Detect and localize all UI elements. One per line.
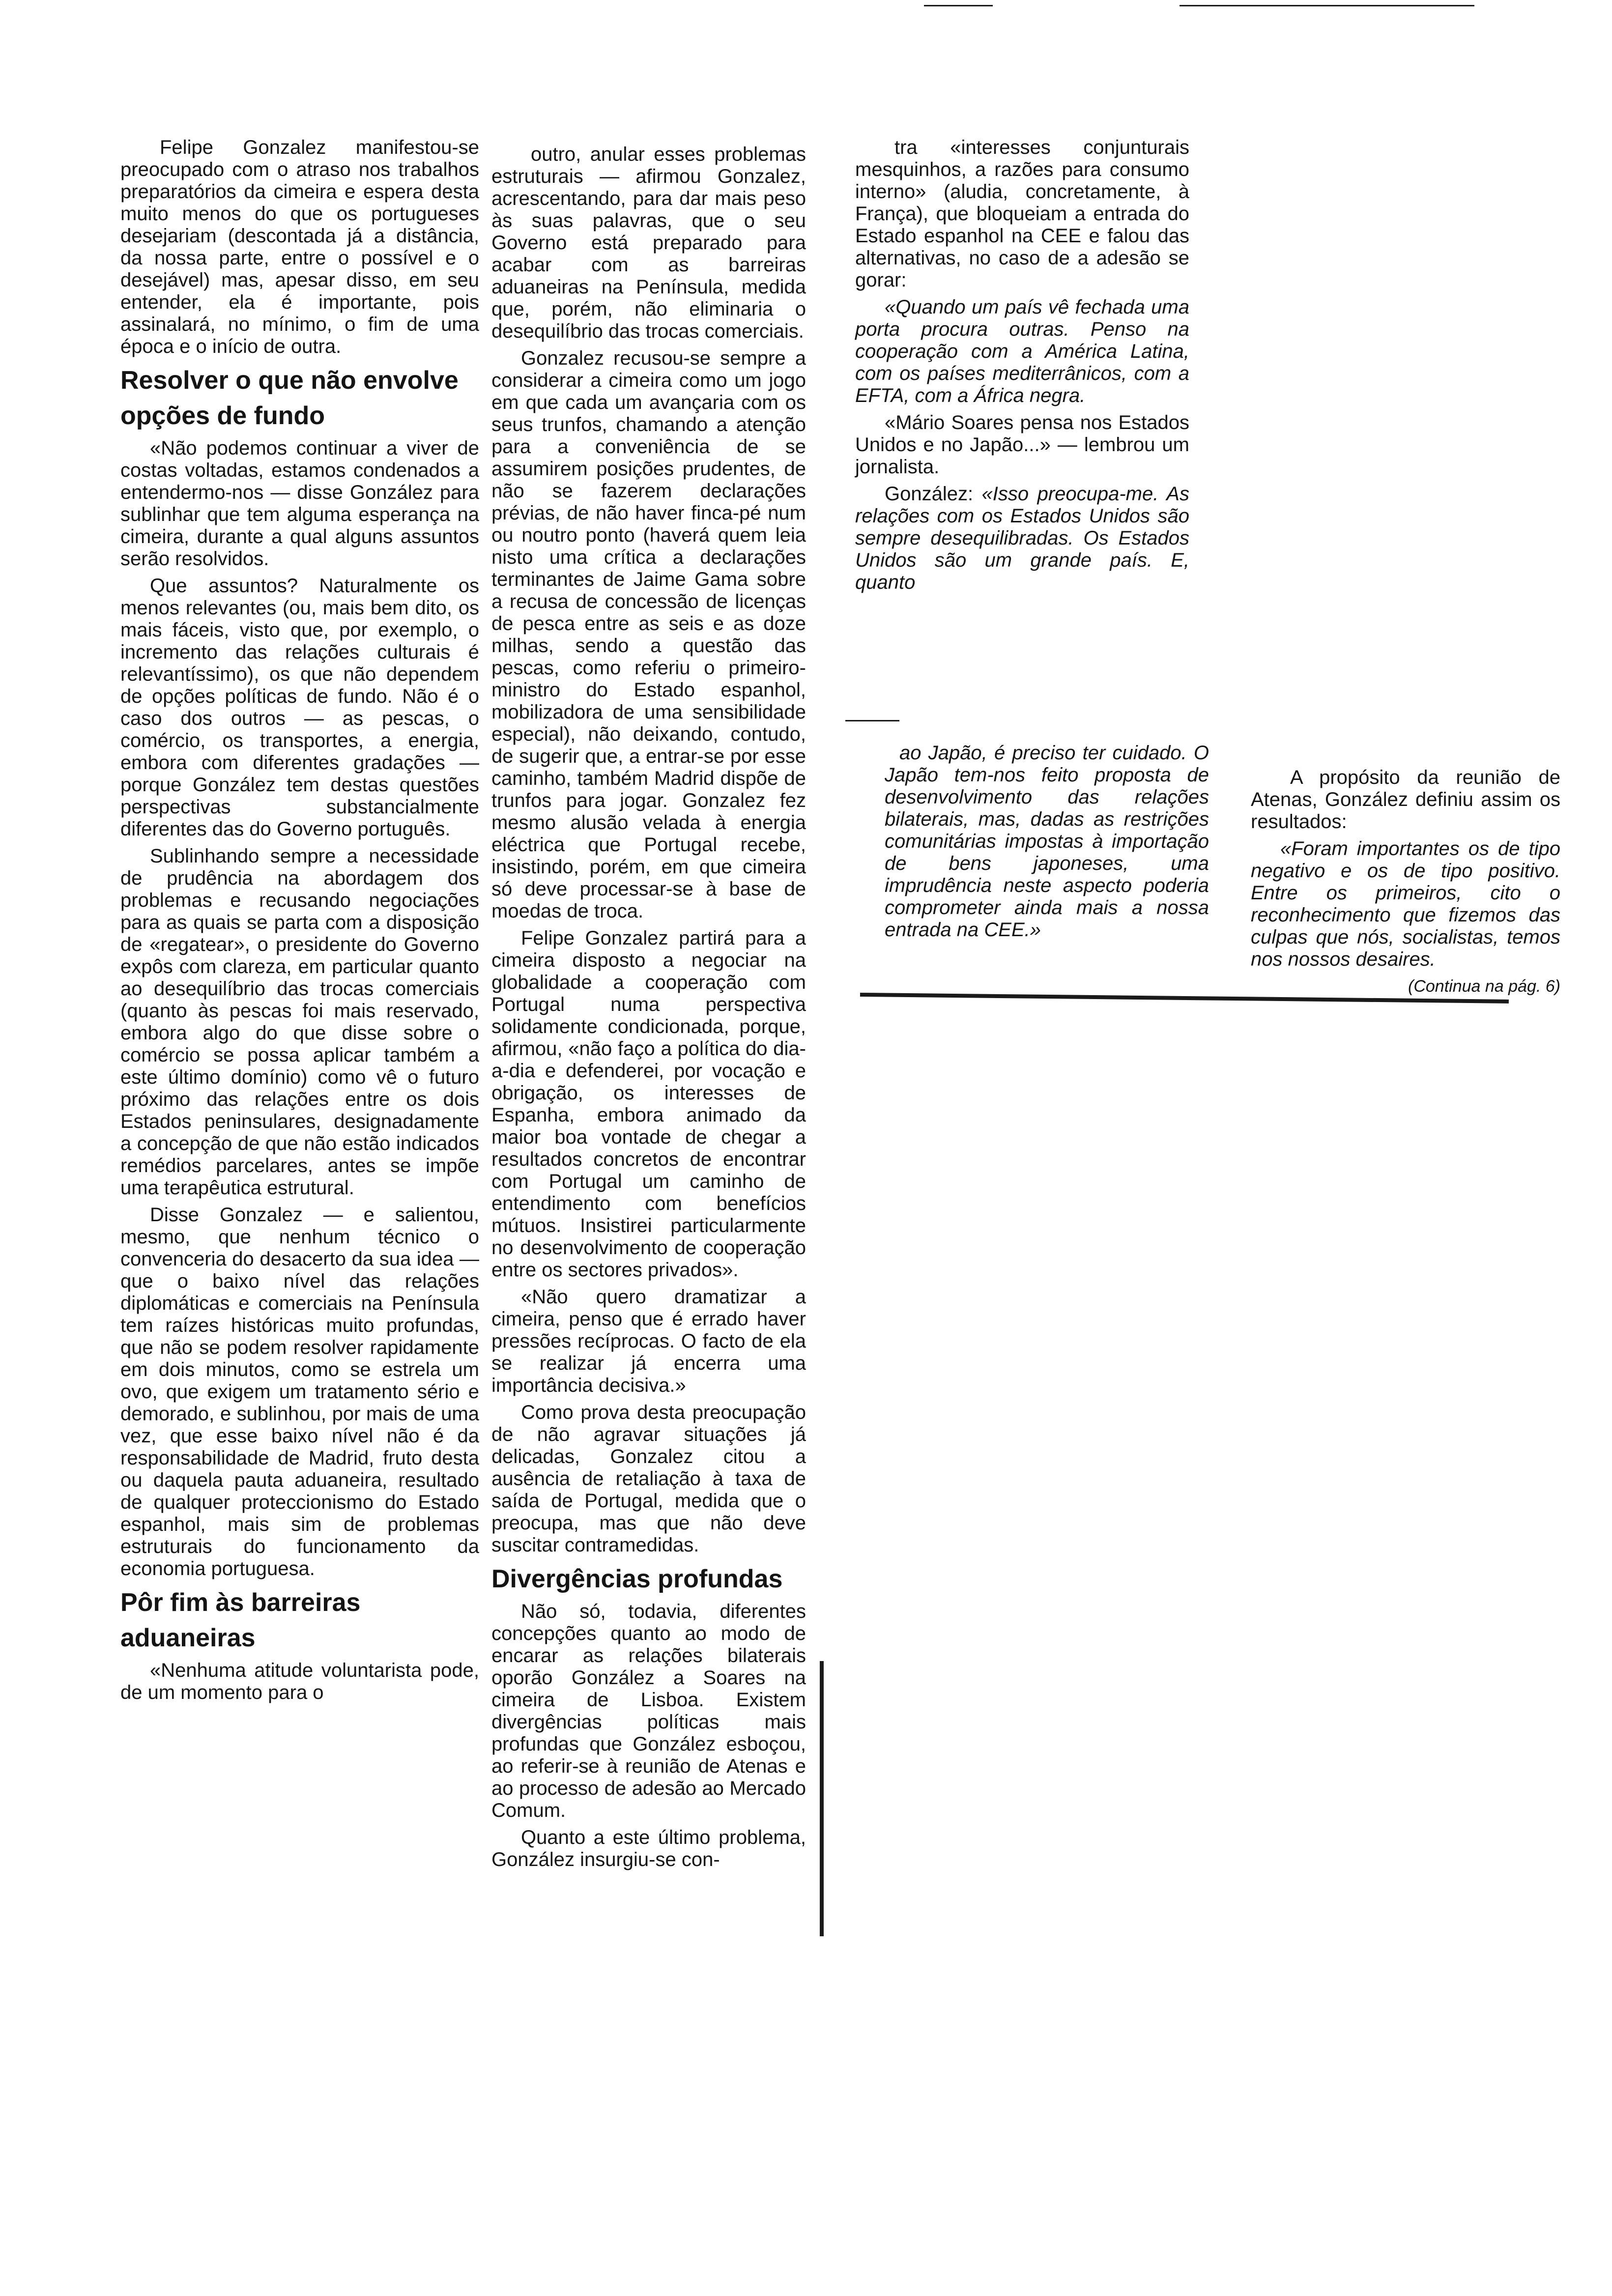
- subheading: Divergências profundas: [491, 1565, 783, 1593]
- section-rule: [845, 720, 899, 721]
- subheading: Resolver o que não envolve opções de fundo: [120, 366, 459, 430]
- paragraph: «Mário Soares pensa nos Estados Unidos e no Japão...» — lembrou um jornalista.: [855, 412, 1189, 478]
- paragraph: Gonzalez recusou-se sempre a considerar a cimeira como um jogo em que cada um avançaria com os seus trunfos, chamando a atenção para a conveniência de se assumirem posições prudentes, de não se fazerem declarações prévias, de não haver finca-pé num ou noutro ponto (haverá quem leia nisto uma crítica a declarações terminantes de Jaime Gama sobre a recusa de concessão de licenças de pesca entre as seis e as doze milhas, sendo a questão das pescas, como referiu o primeiro-ministro do Estado espanhol, mobilizadora de uma sensibilidade especial), não deixando, contudo, de sugerir que, a entrar-se por esse caminho, também Madrid dispõe de trunfos para jogar. Gonzalez fez mesmo alusão velada à energia eléctrica que Portugal recebe, insistindo, porém, em que cimeira só deve processar-se à base de moedas de troca.: [491, 347, 806, 922]
- paragraph: «Não podemos continuar a viver de costas voltadas, estamos condenados a entendermo-nos — disse González para sublinhar que tem alguma esperança na cimeira, durante a qual alguns assuntos serão resolvidos.: [120, 437, 479, 570]
- paragraph: Como prova desta preocupação de não agravar situações já delicadas, Gonzalez citou a ausência de retaliação à taxa de saída de Portugal, medida que o preocupa, mas que não deve suscitar contramedidas.: [491, 1402, 806, 1556]
- paragraph: «Não quero dramatizar a cimeira, penso que é errado haver pressões recíprocas. O facto de ela se realizar já encerra uma importância decisiva.»: [491, 1286, 806, 1396]
- continued-note: (Continua na pág. 6): [1408, 977, 1560, 996]
- paragraph: Que assuntos? Naturalmente os menos relevantes (ou, mais bem dito, os mais fáceis, visto que, por exemplo, o incremento das relações culturais é relevantíssimo), os que não dependem de opções políticas de fundo. Não é o caso dos outros — as pescas, o comércio, os transportes, a energia, embora com diferentes gradações — porque González tem destas questões perspectivas substancialmente diferentes das do Governo português.: [120, 575, 479, 840]
- header-rule-left: [924, 5, 993, 6]
- column-3-continued: [885, 742, 1209, 946]
- paragraph: A propósito da reunião de Atenas, González definiu assim os resultados:: [1251, 767, 1560, 832]
- quote-paragraph: «Quando um país vê fechada uma porta procura outras. Penso na cooperação com a América Latina, com os países mediterrânicos, com a EFTA, com a África negra.: [855, 296, 1189, 406]
- paragraph: Sublinhando sempre a necessidade de prudência na abordagem dos problemas e recusando negociações para as quais se parta com a disposição de «regatear», o presidente do Governo expôs com clareza, em particular quanto ao desequilíbrio das trocas comerciais (quanto às pescas foi mais reservado, embora algo do que disse sobre o comércio se possa aplicar também a este último domínio) como vê o futuro próximo das relações entre os dois Estados peninsulares, designadamente a concepção de que não estão indicados remédios parcelares, antes se impõe uma terapêutica estrutural.: [120, 845, 479, 1199]
- paragraph: Quanto a este último problema, González insurgiu-se con-: [491, 1827, 806, 1870]
- header-rule-right: [1180, 5, 1474, 6]
- quote-paragraph: «Foram importantes os de tipo negativo e os de tipo positivo. Entre os primeiros, cito o reconhecimento que fizemos das culpas que nós, socialistas, temos nos nossos desaires.: [1251, 838, 1560, 970]
- paragraph: Felipe Gonzalez manifestou-se preocupado com o atraso nos trabalhos preparatórios da cimeira e espera desta muito menos do que os portugueses desejariam (descontada já a distância, da nossa parte, entre o possível e o desejável) mas, apesar disso, em seu entender, ela é importante, pois assinalará, no mínimo, o fim de uma época e o início de outra.: [120, 137, 479, 357]
- column-4: [1251, 767, 1560, 998]
- column-3: [855, 137, 1189, 599]
- paragraph: Disse Gonzalez — e salientou, mesmo, que nenhum técnico o convenceria do desacerto da sua idea — que o baixo nível das relações diplomáticas e comerciais na Península tem raízes históricas muito profundas, que não se podem resolver rapidamente em dois minutos, como se estrela um ovo, que exigem um tratamento sério e demorado, e sublinhou, por mais de uma vez, que esse baixo nível não é da responsabilidade de Madrid, fruto desta ou daquela pauta aduaneira, resultado de qualquer proteccionismo do Estado espanhol, mais sim de problemas estruturais do funcionamento da economia portuguesa.: [120, 1204, 479, 1579]
- paragraph: tra «interesses conjunturais mesquinhos, a razões para consumo interno» (aludia, concretamente, à França), que bloqueiam a entrada do Estado espanhol na CEE e falou das alternativas, no caso de a adesão se gorar:: [855, 137, 1189, 291]
- column-1: [120, 137, 479, 1709]
- speaker-label: González:: [885, 483, 982, 505]
- column-2: [491, 144, 806, 1876]
- paragraph: Não só, todavia, diferentes concepções quanto ao modo de encarar as relações bilaterais oporão González a Soares na cimeira de Lisboa. Existem divergências políticas mais profundas que González esboçou, ao referir-se à reunião de Atenas e ao processo de adesão ao Mercado Comum.: [491, 1601, 806, 1821]
- subheading: Pôr fim às barreiras aduaneiras: [120, 1588, 361, 1652]
- paragraph: «Nenhuma atitude voluntarista pode, de um momento para o: [120, 1660, 479, 1703]
- quote-text: «Isso preocupa-me. As relações com os Estados Unidos são sempre desequilibradas. Os Estados Unidos são um grande país. E, quanto: [855, 483, 1189, 593]
- column-divider: [820, 1661, 824, 1936]
- paragraph: Felipe Gonzalez partirá para a cimeira disposto a negociar na globalidade a cooperação com Portugal numa perspectiva solidamente condicionada, porque, afirmou, «não faço a política do dia-a-dia e defenderei, por vocação e obrigação, os interesses de Espanha, embora animado da maior boa vontade de chegar a resultados concretos de encontrar com Portugal um caminho de entendimento com benefícios mútuos. Insistirei particularmente no desenvolvimento de cooperação entre os sectores privados».: [491, 927, 806, 1281]
- paragraph: outro, anular esses problemas estruturais — afirmou Gonzalez, acrescentando, para dar mais peso às suas palavras, que o seu Governo está preparado para acabar com as barreiras aduaneiras na Península, medida que, porém, não eliminaria o desequilíbrio das trocas comerciais.: [491, 144, 806, 342]
- quote-paragraph: ao Japão, é preciso ter cuidado. O Japão tem-nos feito proposta de desenvolvimento das relações bilaterais, mas, dadas as restrições comunitárias impostas à importação de bens japoneses, uma imprudência neste aspecto poderia comprometer ainda mais a nossa entrada na CEE.»: [885, 742, 1209, 941]
- paragraph: [855, 483, 1189, 594]
